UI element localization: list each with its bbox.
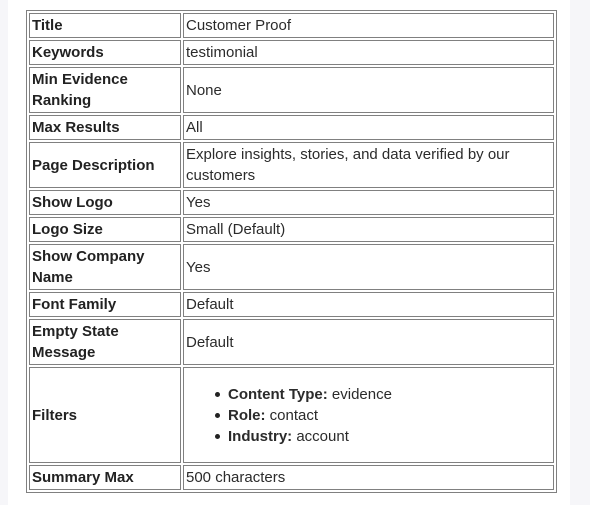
table-row xyxy=(29,217,554,242)
filter-value: account xyxy=(296,427,349,445)
filter-label: Role: xyxy=(228,406,266,424)
row-value-empty-state-message: Default xyxy=(183,319,554,365)
row-key-show-company-name: Show Company Name xyxy=(29,244,181,290)
filter-value: contact xyxy=(269,406,319,424)
row-value-title: Customer Proof xyxy=(183,13,554,38)
settings-panel xyxy=(8,0,570,505)
table-row xyxy=(29,67,554,113)
table-row xyxy=(29,190,554,215)
row-key-font-family: Font Family xyxy=(29,292,181,317)
table-row xyxy=(29,13,554,38)
row-key-logo-size: Logo Size xyxy=(29,217,181,242)
row-value-keywords: testimonial xyxy=(183,40,554,65)
filter-item-content-type xyxy=(228,384,551,405)
row-value-max-results: All xyxy=(183,115,554,140)
table-row xyxy=(29,465,554,490)
filter-item-role xyxy=(228,405,551,426)
filters-list xyxy=(186,384,551,447)
row-value-logo-size: Small (Default) xyxy=(183,217,554,242)
filter-label: Industry: xyxy=(228,427,293,445)
filter-value: evidence xyxy=(331,385,392,403)
row-key-max-results: Max Results xyxy=(29,115,181,140)
table-row xyxy=(29,292,554,317)
table-row xyxy=(29,40,554,65)
table-row xyxy=(29,367,554,463)
filter-item-industry xyxy=(228,426,551,447)
row-value-show-logo: Yes xyxy=(183,190,554,215)
table-row xyxy=(29,115,554,140)
row-value-min-evidence-ranking: None xyxy=(183,67,554,113)
row-key-title: Title xyxy=(29,13,181,38)
row-key-keywords: Keywords xyxy=(29,40,181,65)
row-key-min-evidence-ranking: Min Evidence Ranking xyxy=(29,67,181,113)
table-row xyxy=(29,244,554,290)
table-row xyxy=(29,142,554,188)
row-key-summary-max: Summary Max xyxy=(29,465,181,490)
row-key-show-logo: Show Logo xyxy=(29,190,181,215)
row-key-empty-state-message: Empty State Message xyxy=(29,319,181,365)
row-value-summary-max: 500 characters xyxy=(183,465,554,490)
filter-label: Content Type: xyxy=(228,385,328,403)
row-value-font-family: Default xyxy=(183,292,554,317)
row-key-page-description: Page Description xyxy=(29,142,181,188)
settings-table xyxy=(26,10,557,493)
row-value-page-description: Explore insights, stories, and data verified by our customers xyxy=(183,142,554,188)
row-key-filters: Filters xyxy=(29,367,181,463)
row-value-show-company-name: Yes xyxy=(183,244,554,290)
table-row xyxy=(29,319,554,365)
row-value-filters xyxy=(183,367,554,463)
